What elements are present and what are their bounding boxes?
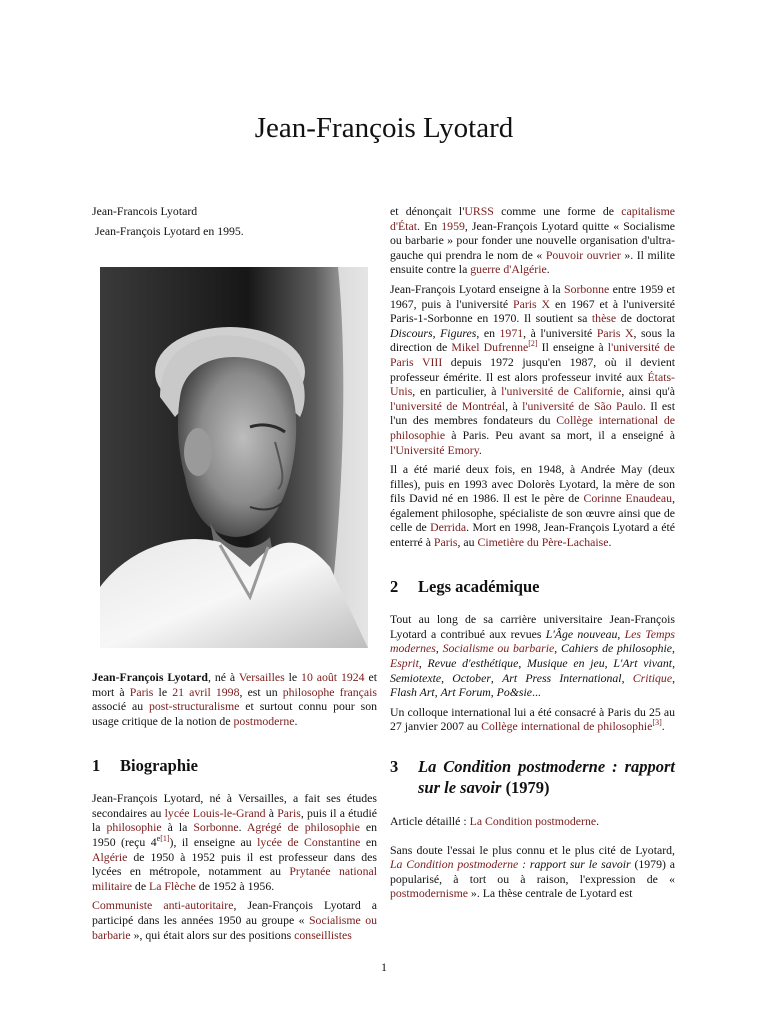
link-algerie[interactable]: Algérie (92, 849, 128, 864)
link-universite-montreal[interactable]: l'université de Montréal (390, 398, 506, 413)
link-communiste-anti-autoritaire[interactable]: Communiste anti-autoritaire (92, 898, 234, 913)
link-les-temps-modernes[interactable]: Les Temps modernes (390, 626, 675, 656)
link-guerre-algerie[interactable]: guerre d'Algérie (470, 262, 547, 277)
link-paris-x[interactable]: Paris X (596, 325, 634, 340)
link-post-structuralisme[interactable]: post-structuralisme (148, 699, 240, 714)
detailed-article-note: Article détaillé : La Condition postmoderne. (390, 814, 600, 828)
link-socialisme-ou-barbarie[interactable]: Socialisme ou barbarie (92, 912, 378, 942)
link-1971[interactable]: 1971 (499, 325, 524, 340)
link-la-condition-postmoderne[interactable]: La Condition postmoderne (469, 814, 597, 828)
link-derrida[interactable]: Derrida (430, 520, 467, 535)
lead-paragraph: Jean-François Lyotard, né à Versailles le 10 août 1924 et mort à Paris le 21 avril 1998, est un philosophe français associé au post-structuralisme et surtout connu pour son usage critique de la notion de postmoderne. (92, 670, 378, 728)
link-universite-sao-paulo[interactable]: l'université de São Paulo (522, 398, 643, 413)
link-paris-viii[interactable]: l'université de Paris VIII (390, 340, 675, 369)
link-lycee-louis-le-grand[interactable]: lycée Louis-le-Grand (164, 805, 266, 820)
link-mikel-dufrenne[interactable]: Mikel Dufrenne (451, 340, 529, 355)
link-universite-californie[interactable]: l'université de Californie (501, 384, 622, 399)
link-paris-x[interactable]: Paris X (513, 296, 551, 311)
link-philosophe-francais[interactable]: philosophe français (282, 684, 377, 699)
link-postmodernisme[interactable]: postmodernisme (390, 886, 468, 901)
section-heading-condition-postmoderne: 3 La Condition postmoderne : rapport sur le savoir (1979) (390, 757, 675, 797)
link-these[interactable]: thèse (591, 311, 617, 326)
link-etats-unis[interactable]: États-Unis (390, 369, 675, 399)
link-paris[interactable]: Paris (277, 805, 301, 820)
right-column (390, 204, 675, 906)
link-universite-emory[interactable]: l'Université Emory (390, 442, 479, 457)
link-1959[interactable]: 1959 (441, 218, 465, 233)
link-socialisme-ou-barbarie[interactable]: Socialisme ou barbarie (442, 641, 555, 656)
legs-paragraph-2: Un colloque international lui a été consacré à Paris du 25 au 27 janvier 2007 au Collège international de philosophie[3]. (390, 704, 675, 734)
footnote-ref-2[interactable]: [2] (528, 339, 538, 349)
link-cimetiere-pere-lachaise[interactable]: Cimetière du Père-Lachaise (477, 535, 609, 550)
link-paris[interactable]: Paris (433, 535, 458, 550)
bio-paragraph-3: et dénonçait l'URSS comme une forme de capitalisme d'État. En 1959, Jean-François Lyotard quitte « Socialisme ou barbarie » pour fonder une nouvelle organisation d'ultra-gauche qui prendra le nom de « Pouvoir ouvrier ». Il milite ensuite contre la guerre d'Algérie. (390, 204, 675, 277)
link-college-international-philosophie[interactable]: Collège international de philosophie (390, 413, 675, 442)
bio-paragraph-5: Il a été marié deux fois, en 1948, à Andrée May (deux filles), puis en 1993 avec Dolorès Lyotard, la mère de son fils David né en 1986. Il est le père de Corinne Enaudeau, également philosophe, spécialiste de son œuvre ainsi que de celle de Derrida. Mort en 1998, Jean-François Lyotard a été enterré à Paris, au Cimetière du Père-Lachaise. (390, 462, 676, 550)
link-corinne-enaudeau[interactable]: Corinne Enaudeau (583, 491, 673, 506)
link-sorbonne[interactable]: Sorbonne (193, 820, 239, 835)
page-title: Jean-François Lyotard (254, 112, 514, 144)
infobox-caption: Jean-François Lyotard en 1995. (95, 223, 244, 238)
link-agrege-philosophie[interactable]: Agrégé de philosophie (246, 820, 360, 835)
link-lycee-constantine[interactable]: lycée de Constantine (257, 834, 361, 849)
link-postmoderne[interactable]: postmoderne (233, 713, 295, 728)
link-la-condition-postmoderne[interactable]: La Condition postmoderne (390, 857, 519, 872)
link-la-fleche[interactable]: La Flèche (149, 878, 196, 893)
portrait-photo (100, 267, 368, 648)
link-college-international-philosophie[interactable]: Collège international de philosophie (481, 719, 653, 734)
link-esprit[interactable]: Esprit (390, 656, 419, 671)
link-urss[interactable]: URSS (464, 204, 494, 218)
legs-paragraph-1: Tout au long de sa carrière universitaire Jean-François Lyotard a contribué aux revues L'Âge nouveau, Les Temps modernes, Socialisme ou barbarie, Cahiers de philosophie, Esprit, Revue d'esthétique, Musique en jeu, L'Art vivant, Semiotexte, October, Art Press International, Critique, Flash Art, Art Forum, Po&sie... (390, 612, 676, 700)
left-column (92, 204, 377, 947)
bio-paragraph-4: Jean-François Lyotard enseigne à la Sorbonne entre 1959 et 1967, puis à l'université Paris X en 1967 et à l'université Paris-1-Sorbonne en 1970. Il soutient sa thèse de doctorat Discours, Figures, en 1971, à l'université Paris X, sous la direction de Mikel Dufrenne[2] Il enseigne à l'université de Paris VIII depuis 1972 jusqu'en 1987, où il devient professeur émérite. Il est alors professeur invité aux États-Unis, en particulier, à l'université de Californie, ainsi qu'à l'université de Montréal, à l'université de São Paulo. Il est l'un des membres fondateurs du Collège international de philosophie à Paris. Peu avant sa mort, il a enseigné à l'Université Emory. (390, 281, 676, 457)
link-prytanee[interactable]: Prytanée national militaire (92, 864, 377, 893)
infobox-name: Jean-Francois Lyotard (92, 204, 198, 218)
link-philosophie[interactable]: philosophie (106, 820, 162, 835)
link-pouvoir-ouvrier[interactable]: Pouvoir ouvrier (545, 247, 621, 262)
section-heading-biographie: 1 Biographie (92, 755, 198, 775)
link-conseillistes[interactable]: conseillistes (294, 927, 352, 942)
link-capitalisme-etat[interactable]: capitalisme d'État (390, 204, 675, 233)
bio-paragraph-1: Jean-François Lyotard, né à Versailles, a fait ses études secondaires au lycée Louis-le-Grand à Paris, puis il a étudié la philosophie à la Sorbonne. Agrégé de philosophie en 1950 (reçu $4^{e[1]}$), il enseigne au lycée de Constantine en Algérie de 1950 à 1952 puis il est professeur dans des lycées en métropole, notamment au Prytanée national militaire de La Flèche de 1952 à 1956. (92, 791, 378, 893)
condition-paragraph-1: Sans doute l'essai le plus connu et le plus cité de Lyotard, La Condition postmoderne : rapport sur le savoir (1979) a popularisé, à tort ou à raison, l'expression de « postmodernisme ». La thèse centrale de Lyotard est (390, 842, 675, 901)
link-paris[interactable]: Paris (129, 684, 154, 699)
link-birthdate[interactable]: 10 août 1924 (301, 670, 365, 685)
footnote-ref-1[interactable]: [1] (160, 834, 170, 844)
footnote-ref-3[interactable]: [3] (652, 718, 662, 728)
bio-paragraph-2: Communiste anti-autoritaire, Jean-François Lyotard a participé dans les années 1950 au groupe « Socialisme ou barbarie », qui était alors sur des positions conseillistes (92, 898, 378, 942)
section-heading-legs-academique: 2 Legs académique (390, 576, 540, 596)
link-sorbonne[interactable]: Sorbonne (564, 281, 610, 296)
link-deathdate[interactable]: 21 avril 1998 (172, 684, 240, 699)
page-number: 1 (381, 960, 387, 974)
link-versailles[interactable]: Versailles (238, 670, 285, 685)
link-critique[interactable]: Critique (632, 670, 673, 685)
